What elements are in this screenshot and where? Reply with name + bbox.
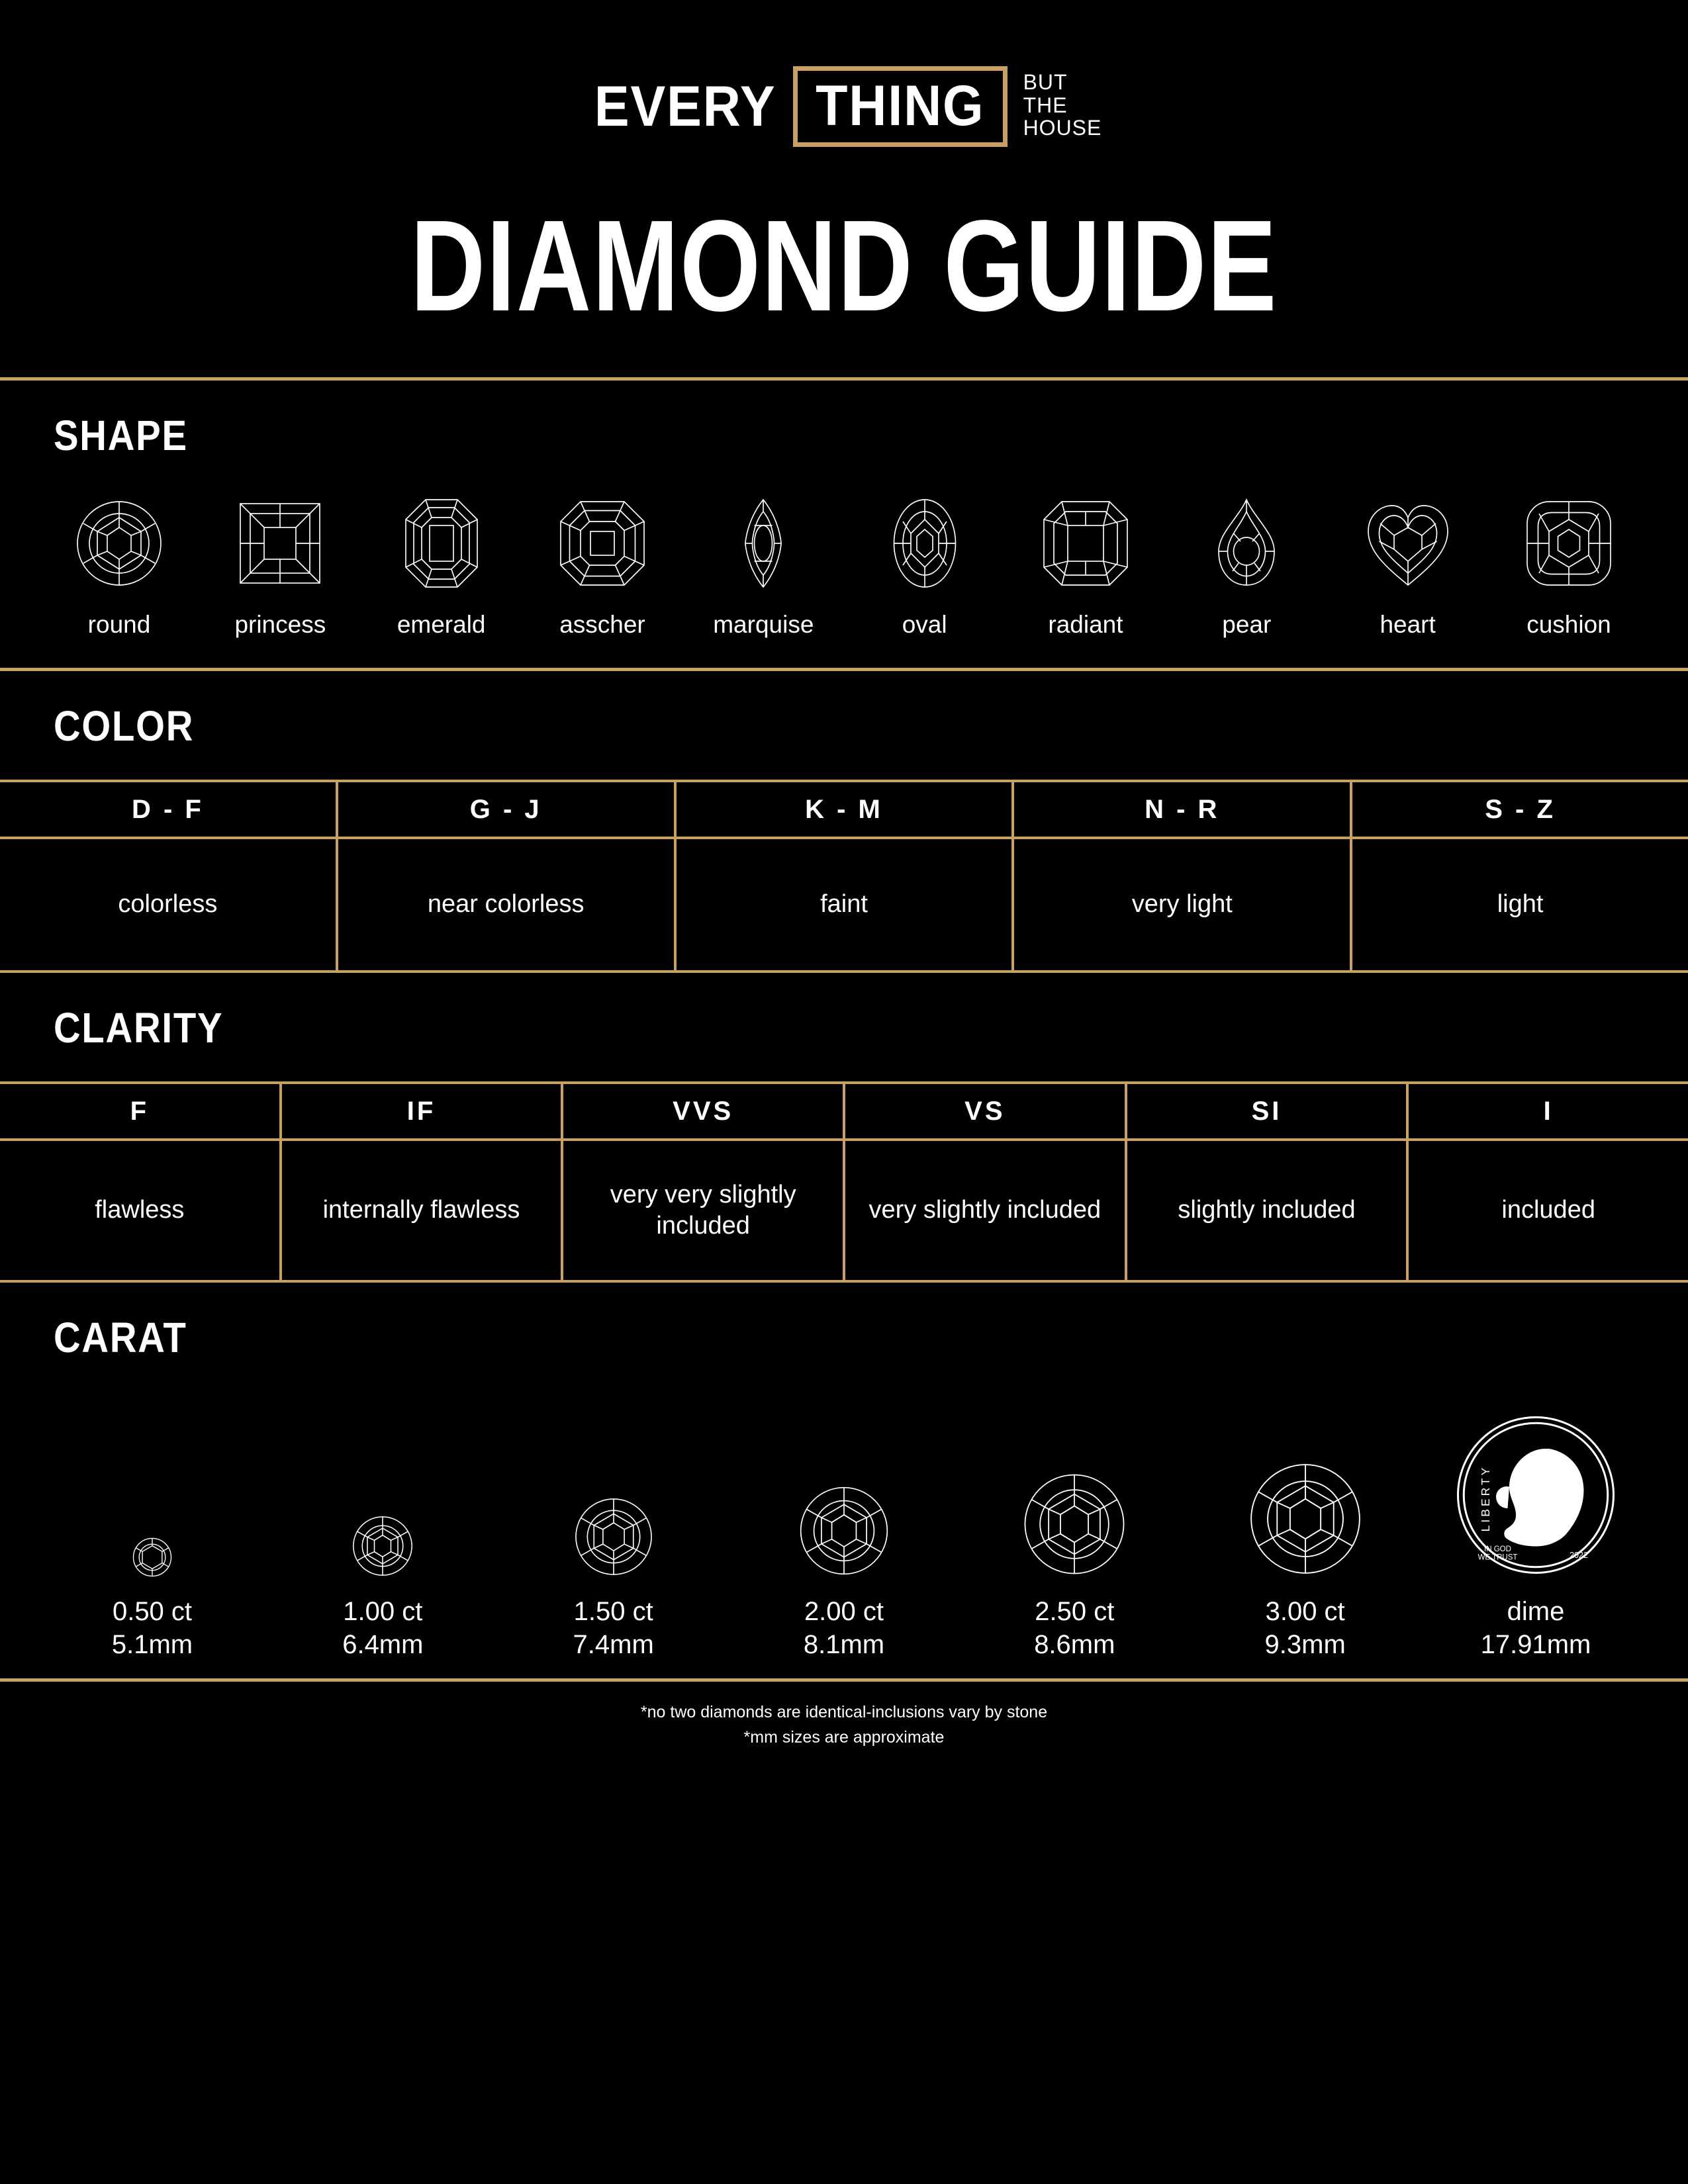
shape-list: [0, 460, 1688, 639]
carat-size: 6.4mm: [342, 1630, 424, 1659]
shape-label: radiant: [1048, 611, 1123, 638]
shape-item-cushion: [1503, 490, 1635, 639]
section-carat: [0, 1283, 1688, 1661]
carat-item-100: [283, 1379, 482, 1661]
round-diamond-icon: [53, 1379, 252, 1578]
brand-tagline: [1023, 71, 1102, 142]
round-diamond-icon: [53, 490, 185, 596]
shape-item-princess: [214, 490, 346, 639]
round-diamond-icon: [283, 1379, 482, 1578]
emerald-diamond-icon: [375, 490, 508, 596]
footnote-line-1: *no two diamonds are identical-inclusions vary by stone: [640, 1703, 1048, 1721]
carat-weight: dime: [1507, 1597, 1565, 1626]
carat-size: 17.91mm: [1480, 1630, 1591, 1659]
carat-item-150: [514, 1379, 713, 1661]
carat-weight: 3.00 ct: [1265, 1597, 1345, 1626]
svg-text:WE TRUST: WE TRUST: [1477, 1553, 1518, 1562]
color-grade-description: light: [1497, 890, 1544, 919]
carat-size: 8.1mm: [803, 1630, 885, 1659]
princess-diamond-icon: [214, 490, 346, 596]
clarity-column: [563, 1084, 845, 1280]
color-column: [338, 782, 677, 970]
carat-size: 5.1mm: [111, 1630, 193, 1659]
section-color: [0, 671, 1688, 973]
color-grade-header: N - R: [1014, 782, 1350, 839]
carat-item-300: [1206, 1379, 1405, 1661]
clarity-grade-description: slightly included: [1178, 1196, 1356, 1224]
brand-logo: [586, 66, 1102, 147]
clarity-grade-header: VVS: [563, 1084, 843, 1141]
dime-coin-icon: [1436, 1379, 1635, 1578]
shape-label: round: [87, 611, 151, 638]
shape-item-oval: [859, 490, 991, 639]
clarity-column: [845, 1084, 1127, 1280]
shape-label: emerald: [397, 611, 486, 638]
carat-size: 7.4mm: [573, 1630, 654, 1659]
carat-item-dime: [1436, 1379, 1635, 1661]
carat-weight: 1.50 ct: [573, 1597, 653, 1626]
section-title-shape: SHAPE: [53, 412, 188, 459]
color-grade-table: [0, 780, 1688, 973]
round-diamond-icon: [975, 1379, 1174, 1578]
asscher-diamond-icon: [536, 490, 669, 596]
round-diamond-icon: [745, 1379, 943, 1578]
brand-word-thing-box: [793, 66, 1008, 147]
clarity-grade-header: F: [0, 1084, 279, 1141]
section-clarity: [0, 973, 1688, 1283]
color-grade-description: near colorless: [427, 890, 585, 919]
section-title-clarity: CLARITY: [53, 1004, 224, 1052]
shape-item-radiant: [1019, 490, 1152, 639]
footnotes: [0, 1682, 1688, 1750]
color-column: [677, 782, 1015, 970]
radiant-diamond-icon: [1019, 490, 1152, 596]
section-title-color: COLOR: [53, 702, 195, 750]
oval-diamond-icon: [859, 490, 991, 596]
shape-item-round: [53, 490, 185, 639]
color-column: [0, 782, 338, 970]
brand-tagline-line3: HOUSE: [1023, 116, 1102, 140]
clarity-grade-table: [0, 1081, 1688, 1283]
shape-item-emerald: [375, 490, 508, 639]
carat-size: 9.3mm: [1264, 1630, 1346, 1659]
section-shape: [0, 381, 1688, 668]
clarity-grade-header: SI: [1127, 1084, 1407, 1141]
clarity-grade-description: included: [1501, 1196, 1595, 1224]
shape-item-heart: [1342, 490, 1474, 639]
clarity-column: [282, 1084, 564, 1280]
color-grade-header: S - Z: [1352, 782, 1688, 839]
svg-text:2022: 2022: [1570, 1551, 1588, 1560]
section-title-carat: CARAT: [53, 1314, 187, 1361]
clarity-grade-description: internally flawless: [322, 1196, 520, 1224]
svg-text:LIBERTY: LIBERTY: [1478, 1465, 1492, 1532]
clarity-column: [1127, 1084, 1409, 1280]
shape-label: cushion: [1526, 611, 1611, 638]
color-grade-description: colorless: [118, 890, 218, 919]
color-grade-header: K - M: [677, 782, 1012, 839]
carat-weight: 2.50 ct: [1035, 1597, 1115, 1626]
shape-label: asscher: [559, 611, 645, 638]
clarity-grade-description: very very slightly included: [610, 1180, 796, 1240]
shape-label: heart: [1380, 611, 1436, 638]
color-grade-description: faint: [820, 890, 868, 919]
shape-item-marquise: [697, 490, 829, 639]
color-column: [1014, 782, 1352, 970]
color-grade-header: D - F: [0, 782, 336, 839]
carat-item-050: [53, 1379, 252, 1661]
carat-weight: 2.00 ct: [804, 1597, 884, 1626]
carat-size: 8.6mm: [1034, 1630, 1115, 1659]
color-grade-header: G - J: [338, 782, 674, 839]
shape-label: princess: [234, 611, 326, 638]
heart-diamond-icon: [1342, 490, 1474, 596]
color-grade-description: very light: [1131, 890, 1233, 919]
clarity-column: [1409, 1084, 1688, 1280]
carat-list: [0, 1362, 1688, 1661]
brand-word-every: EVERY: [594, 75, 776, 138]
pear-diamond-icon: [1180, 490, 1313, 596]
carat-weight: 1.00 ct: [343, 1597, 423, 1626]
shape-label: oval: [902, 611, 947, 638]
page-header: [0, 0, 1688, 338]
clarity-grade-header: I: [1409, 1084, 1688, 1141]
shape-label: pear: [1222, 611, 1272, 638]
clarity-grade-header: IF: [282, 1084, 561, 1141]
clarity-grade-description: flawless: [95, 1196, 185, 1224]
carat-item-200: [745, 1379, 943, 1661]
cushion-diamond-icon: [1503, 490, 1635, 596]
brand-word-thing: THING: [816, 74, 985, 138]
svg-text:IN GOD: IN GOD: [1484, 1545, 1511, 1553]
clarity-column: [0, 1084, 282, 1280]
footnote-line-2: *mm sizes are approximate: [743, 1727, 945, 1747]
clarity-grade-description: very slightly included: [868, 1196, 1102, 1224]
brand-tagline-line1: BUT: [1023, 70, 1068, 95]
marquise-diamond-icon: [697, 490, 829, 596]
round-diamond-icon: [1206, 1379, 1405, 1578]
round-diamond-icon: [514, 1379, 713, 1578]
brand-tagline-line2: THE: [1023, 93, 1068, 117]
page-title: DIAMOND GUIDE: [410, 193, 1278, 338]
clarity-grade-header: VS: [845, 1084, 1125, 1141]
shape-label: marquise: [713, 611, 814, 638]
carat-weight: 0.50 ct: [112, 1597, 193, 1626]
carat-item-250: [975, 1379, 1174, 1661]
shape-item-asscher: [536, 490, 669, 639]
color-column: [1352, 782, 1688, 970]
shape-item-pear: [1180, 490, 1313, 639]
